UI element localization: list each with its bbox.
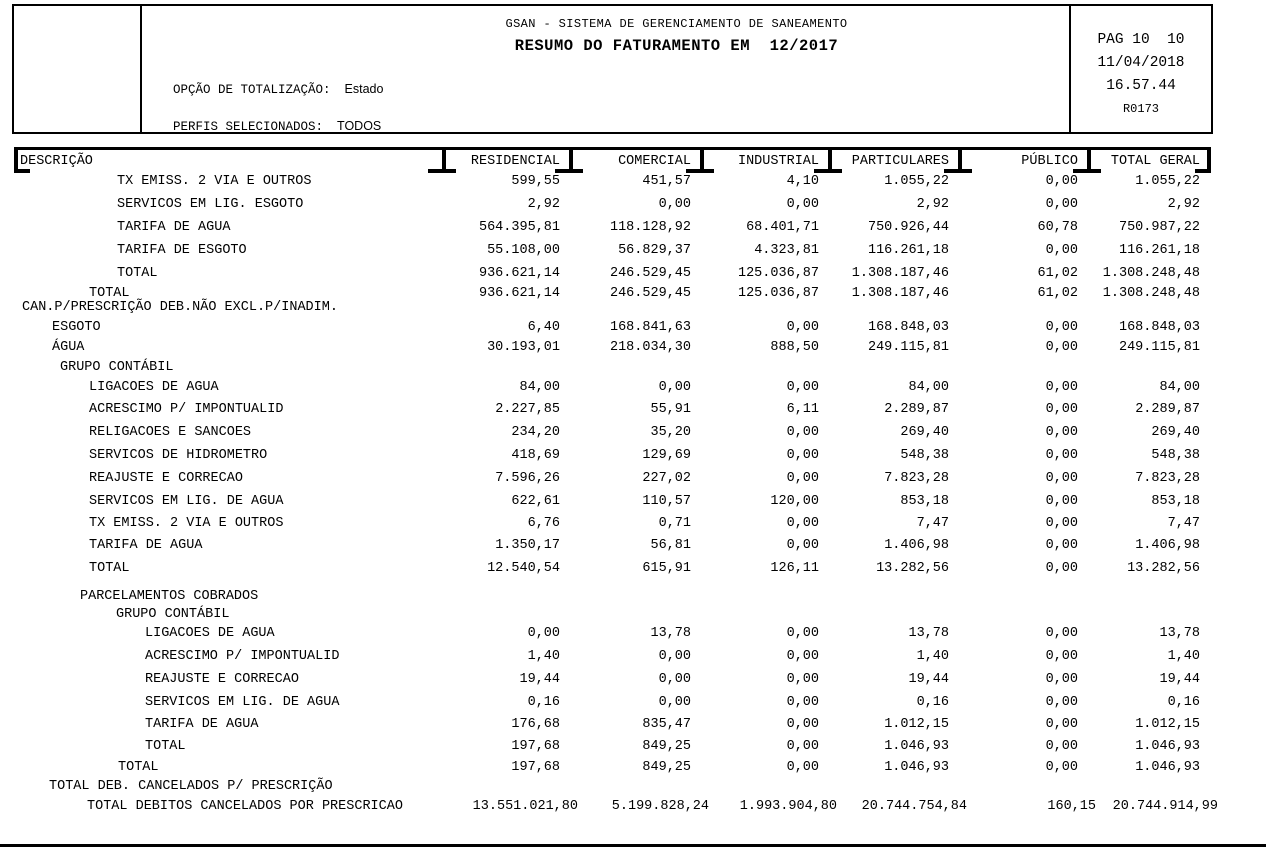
value-cell-particulares: 20.744.754,84 bbox=[861, 799, 967, 814]
value-cell-residencial: 197,68 bbox=[511, 739, 560, 754]
value-cell-industrial: 126,11 bbox=[770, 561, 819, 576]
value-cell-industrial: 0,00 bbox=[786, 197, 819, 212]
value-cell-total-geral: 1.308.248,48 bbox=[1102, 286, 1200, 301]
value-cell-publico: 61,02 bbox=[1037, 266, 1078, 281]
value-cell-particulares: 1.046,93 bbox=[884, 739, 949, 754]
value-cell-publico: 0,00 bbox=[1045, 649, 1078, 664]
value-cell-residencial: 0,16 bbox=[527, 695, 560, 710]
value-cell-industrial: 0,00 bbox=[786, 516, 819, 531]
value-cell-total-geral: 548,38 bbox=[1151, 448, 1200, 463]
value-cell-particulares: 1.308.187,46 bbox=[851, 286, 949, 301]
table-row bbox=[14, 650, 1211, 673]
row-label: RELIGACOES E SANCOES bbox=[89, 425, 252, 440]
value-cell-comercial: 227,02 bbox=[642, 471, 691, 486]
value-cell-industrial: 125.036,87 bbox=[737, 286, 819, 301]
totalization-label: OPÇÃO DE TOTALIZAÇÃO: bbox=[173, 83, 331, 97]
table-row bbox=[14, 495, 1211, 517]
row-label: TOTAL DEB. CANCELADOS P/ PRESCRIÇÃO bbox=[49, 779, 333, 794]
value-cell-industrial: 0,00 bbox=[786, 538, 819, 553]
print-date: 11/04/2018 bbox=[1097, 55, 1185, 71]
row-label: CAN.P/PRESCRIÇÃO DEB.NÃO EXCL.P/INADIM. bbox=[22, 300, 338, 315]
row-label: TARIFA DE AGUA bbox=[89, 538, 203, 553]
value-cell-publico: 0,00 bbox=[1045, 717, 1078, 732]
value-cell-publico: 0,00 bbox=[1045, 760, 1078, 775]
profiles-label: PERFIS SELECIONADOS: bbox=[173, 120, 324, 134]
value-cell-total-geral: 2.289,87 bbox=[1135, 402, 1200, 417]
value-cell-total-geral: 853,18 bbox=[1151, 494, 1200, 509]
column-header-particulares: PARTICULARES bbox=[851, 154, 949, 169]
value-cell-comercial: 168.841,63 bbox=[609, 320, 691, 335]
value-cell-particulares: 1.308.187,46 bbox=[851, 266, 949, 281]
row-label: SERVICOS EM LIG. DE AGUA bbox=[145, 695, 340, 710]
value-cell-residencial: 55.108,00 bbox=[487, 243, 560, 258]
value-cell-total-geral: 1.055,22 bbox=[1135, 174, 1200, 189]
table-row bbox=[14, 517, 1211, 539]
column-header-industrial: INDUSTRIAL bbox=[737, 154, 819, 169]
value-cell-residencial: 936.621,14 bbox=[478, 266, 560, 281]
table-row bbox=[14, 361, 1211, 381]
table-row bbox=[14, 403, 1211, 426]
column-header-comercial: COMERCIAL bbox=[618, 154, 691, 169]
value-cell-residencial: 7.596,26 bbox=[495, 471, 560, 486]
value-cell-comercial: 35,20 bbox=[650, 425, 691, 440]
value-cell-residencial: 2,92 bbox=[527, 197, 560, 212]
row-label: TX EMISS. 2 VIA E OUTROS bbox=[117, 174, 312, 189]
value-cell-publico: 0,00 bbox=[1045, 243, 1078, 258]
value-cell-particulares: 2.289,87 bbox=[884, 402, 949, 417]
value-cell-total-geral: 1,40 bbox=[1167, 649, 1200, 664]
value-cell-comercial: 110,57 bbox=[642, 494, 691, 509]
table-row bbox=[14, 244, 1211, 267]
value-cell-industrial: 4.323,81 bbox=[754, 243, 819, 258]
value-cell-residencial: 936.621,14 bbox=[478, 286, 560, 301]
value-cell-total-geral: 2,92 bbox=[1167, 197, 1200, 212]
header-title-area bbox=[142, 6, 1211, 132]
value-cell-publico: 0,00 bbox=[1045, 425, 1078, 440]
totalization-value: Estado bbox=[344, 82, 384, 96]
table-row bbox=[14, 718, 1211, 740]
row-label: TARIFA DE AGUA bbox=[145, 717, 259, 732]
value-cell-particulares: 853,18 bbox=[900, 494, 949, 509]
value-cell-total-geral: 0,16 bbox=[1167, 695, 1200, 710]
value-cell-residencial: 19,44 bbox=[519, 672, 560, 687]
value-cell-comercial: 5.199.828,24 bbox=[611, 799, 709, 814]
value-cell-total-geral: 116.261,18 bbox=[1118, 243, 1200, 258]
table-row bbox=[14, 221, 1211, 244]
row-label: TOTAL bbox=[145, 739, 186, 754]
value-cell-publico: 0,00 bbox=[1045, 197, 1078, 212]
value-cell-publico: 0,00 bbox=[1045, 561, 1078, 576]
value-cell-comercial: 451,57 bbox=[642, 174, 691, 189]
value-cell-residencial: 1.350,17 bbox=[495, 538, 560, 553]
table-row bbox=[14, 539, 1211, 562]
value-cell-total-geral: 1.308.248,48 bbox=[1102, 266, 1200, 281]
table-top-rule bbox=[14, 147, 1211, 150]
value-cell-comercial: 218.034,30 bbox=[609, 340, 691, 355]
report-code: R0173 bbox=[1122, 102, 1159, 116]
row-label: GRUPO CONTÁBIL bbox=[116, 607, 230, 622]
value-cell-particulares: 1.055,22 bbox=[884, 174, 949, 189]
value-cell-residencial: 0,00 bbox=[527, 626, 560, 641]
value-cell-residencial: 6,40 bbox=[527, 320, 560, 335]
value-cell-particulares: 7.823,28 bbox=[884, 471, 949, 486]
value-cell-total-geral: 1.046,93 bbox=[1135, 739, 1200, 754]
page-number: PAG 10 10 bbox=[1097, 32, 1185, 48]
value-cell-industrial: 0,00 bbox=[786, 448, 819, 463]
value-cell-total-geral: 20.744.914,99 bbox=[1112, 799, 1218, 814]
value-cell-particulares: 548,38 bbox=[900, 448, 949, 463]
report-title: RESUMO DO FATURAMENTO EM 12/2017 bbox=[514, 37, 839, 55]
profiles-value: TODOS bbox=[337, 119, 382, 133]
value-cell-publico: 0,00 bbox=[1045, 739, 1078, 754]
value-cell-publico: 0,00 bbox=[1045, 340, 1078, 355]
table-header-row bbox=[14, 155, 1211, 169]
value-cell-comercial: 849,25 bbox=[642, 739, 691, 754]
value-cell-residencial: 12.540,54 bbox=[487, 561, 560, 576]
row-label: ESGOTO bbox=[52, 320, 101, 335]
value-cell-particulares: 249.115,81 bbox=[867, 340, 949, 355]
value-cell-particulares: 750.926,44 bbox=[867, 220, 949, 235]
table-row bbox=[14, 321, 1211, 341]
table-row bbox=[14, 696, 1211, 718]
table-row bbox=[14, 175, 1211, 198]
value-cell-total-geral: 7.823,28 bbox=[1135, 471, 1200, 486]
row-label: TARIFA DE AGUA bbox=[117, 220, 231, 235]
row-label: REAJUSTE E CORRECAO bbox=[145, 672, 299, 687]
table-row bbox=[14, 799, 1218, 822]
value-cell-publico: 60,78 bbox=[1037, 220, 1078, 235]
value-cell-publico: 160,15 bbox=[1047, 799, 1096, 814]
value-cell-comercial: 13,78 bbox=[650, 626, 691, 641]
value-cell-industrial: 0,00 bbox=[786, 471, 819, 486]
value-cell-industrial: 888,50 bbox=[770, 340, 819, 355]
row-label: REAJUSTE E CORRECAO bbox=[89, 471, 243, 486]
value-cell-publico: 0,00 bbox=[1045, 380, 1078, 395]
logo-placeholder bbox=[14, 6, 140, 132]
value-cell-comercial: 55,91 bbox=[650, 402, 691, 417]
value-cell-total-geral: 84,00 bbox=[1159, 380, 1200, 395]
value-cell-particulares: 269,40 bbox=[900, 425, 949, 440]
value-cell-publico: 0,00 bbox=[1045, 538, 1078, 553]
value-cell-residencial: 234,20 bbox=[511, 425, 560, 440]
value-cell-total-geral: 13.282,56 bbox=[1127, 561, 1200, 576]
column-header-publico: PÚBLICO bbox=[1021, 154, 1078, 169]
table-row bbox=[14, 472, 1211, 495]
value-cell-comercial: 849,25 bbox=[642, 760, 691, 775]
value-cell-publico: 61,02 bbox=[1037, 286, 1078, 301]
value-cell-publico: 0,00 bbox=[1045, 626, 1078, 641]
row-label: PARCELAMENTOS COBRADOS bbox=[80, 589, 259, 604]
value-cell-industrial: 0,00 bbox=[786, 649, 819, 664]
value-cell-industrial: 120,00 bbox=[770, 494, 819, 509]
value-cell-residencial: 13.551.021,80 bbox=[472, 799, 578, 814]
table-row bbox=[14, 341, 1211, 361]
value-cell-comercial: 118.128,92 bbox=[609, 220, 691, 235]
value-cell-particulares: 84,00 bbox=[908, 380, 949, 395]
value-cell-publico: 0,00 bbox=[1045, 672, 1078, 687]
table-row bbox=[14, 426, 1211, 449]
value-cell-publico: 0,00 bbox=[1045, 448, 1078, 463]
value-cell-publico: 0,00 bbox=[1045, 695, 1078, 710]
value-cell-industrial: 1.993.904,80 bbox=[739, 799, 837, 814]
table-row bbox=[14, 761, 1211, 780]
value-cell-industrial: 4,10 bbox=[786, 174, 819, 189]
column-header-residencial: RESIDENCIAL bbox=[470, 154, 560, 169]
value-cell-industrial: 0,00 bbox=[786, 739, 819, 754]
value-cell-industrial: 0,00 bbox=[786, 380, 819, 395]
row-label: LIGACOES DE AGUA bbox=[89, 380, 219, 395]
value-cell-industrial: 68.401,71 bbox=[746, 220, 819, 235]
value-cell-publico: 0,00 bbox=[1045, 494, 1078, 509]
row-label: SERVICOS DE HIDROMETRO bbox=[89, 448, 268, 463]
table-row bbox=[14, 287, 1211, 301]
value-cell-total-geral: 168.848,03 bbox=[1118, 320, 1200, 335]
profiles-line bbox=[173, 119, 381, 134]
value-cell-total-geral: 1.406,98 bbox=[1135, 538, 1200, 553]
value-cell-total-geral: 1.012,15 bbox=[1135, 717, 1200, 732]
value-cell-comercial: 0,00 bbox=[658, 380, 691, 395]
value-cell-comercial: 0,00 bbox=[658, 649, 691, 664]
system-title: GSAN - SISTEMA DE GERENCIAMENTO DE SANEAMENTO bbox=[505, 17, 848, 31]
table-row bbox=[14, 301, 1211, 321]
value-cell-comercial: 246.529,45 bbox=[609, 266, 691, 281]
value-cell-particulares: 116.261,18 bbox=[867, 243, 949, 258]
value-cell-residencial: 622,61 bbox=[511, 494, 560, 509]
value-cell-industrial: 0,00 bbox=[786, 425, 819, 440]
column-header-descricao: DESCRIÇÃO bbox=[20, 154, 93, 169]
value-cell-residencial: 6,76 bbox=[527, 516, 560, 531]
value-cell-comercial: 0,00 bbox=[658, 695, 691, 710]
value-cell-particulares: 1.406,98 bbox=[884, 538, 949, 553]
table-row bbox=[14, 740, 1211, 761]
table-row bbox=[14, 608, 1211, 627]
totalization-line bbox=[173, 82, 383, 97]
value-cell-total-geral: 13,78 bbox=[1159, 626, 1200, 641]
value-cell-industrial: 6,11 bbox=[786, 402, 819, 417]
value-cell-industrial: 125.036,87 bbox=[737, 266, 819, 281]
value-cell-residencial: 599,55 bbox=[511, 174, 560, 189]
value-cell-residencial: 564.395,81 bbox=[478, 220, 560, 235]
row-label: ÁGUA bbox=[52, 340, 85, 355]
value-cell-comercial: 0,00 bbox=[658, 672, 691, 687]
row-label: SERVICOS EM LIG. DE AGUA bbox=[89, 494, 284, 509]
table-bottom-rule bbox=[0, 844, 1266, 847]
value-cell-industrial: 0,00 bbox=[786, 626, 819, 641]
value-cell-total-geral: 1.046,93 bbox=[1135, 760, 1200, 775]
table-row bbox=[14, 562, 1211, 590]
value-cell-particulares: 1,40 bbox=[916, 649, 949, 664]
table-body bbox=[14, 174, 1218, 822]
value-cell-residencial: 1,40 bbox=[527, 649, 560, 664]
value-cell-comercial: 0,00 bbox=[658, 197, 691, 212]
value-cell-total-geral: 7,47 bbox=[1167, 516, 1200, 531]
value-cell-industrial: 0,00 bbox=[786, 717, 819, 732]
row-label: TOTAL bbox=[117, 266, 158, 281]
value-cell-publico: 0,00 bbox=[1045, 402, 1078, 417]
value-cell-particulares: 13.282,56 bbox=[876, 561, 949, 576]
value-cell-residencial: 84,00 bbox=[519, 380, 560, 395]
value-cell-comercial: 56,81 bbox=[650, 538, 691, 553]
row-label: GRUPO CONTÁBIL bbox=[60, 360, 174, 375]
table-row bbox=[14, 381, 1211, 403]
value-cell-publico: 0,00 bbox=[1045, 471, 1078, 486]
report-header bbox=[12, 4, 1213, 134]
value-cell-total-geral: 750.987,22 bbox=[1118, 220, 1200, 235]
value-cell-particulares: 2,92 bbox=[916, 197, 949, 212]
row-label: TOTAL DEBITOS CANCELADOS POR PRESCRICAO bbox=[87, 799, 403, 814]
value-cell-industrial: 0,00 bbox=[786, 320, 819, 335]
value-cell-particulares: 19,44 bbox=[908, 672, 949, 687]
row-label: SERVICOS EM LIG. ESGOTO bbox=[117, 197, 304, 212]
value-cell-industrial: 0,00 bbox=[786, 672, 819, 687]
table-row bbox=[14, 673, 1211, 696]
value-cell-residencial: 2.227,85 bbox=[495, 402, 560, 417]
table-row bbox=[14, 627, 1211, 650]
table-row bbox=[14, 449, 1211, 472]
row-label: TOTAL bbox=[118, 760, 159, 775]
value-cell-residencial: 418,69 bbox=[511, 448, 560, 463]
value-cell-comercial: 246.529,45 bbox=[609, 286, 691, 301]
table-row bbox=[14, 590, 1211, 608]
value-cell-total-geral: 269,40 bbox=[1151, 425, 1200, 440]
value-cell-total-geral: 249.115,81 bbox=[1118, 340, 1200, 355]
value-cell-particulares: 1.012,15 bbox=[884, 717, 949, 732]
row-label: TOTAL bbox=[89, 561, 130, 576]
value-cell-publico: 0,00 bbox=[1045, 320, 1078, 335]
column-header-total-geral: TOTAL GERAL bbox=[1110, 154, 1200, 169]
value-cell-comercial: 0,71 bbox=[658, 516, 691, 531]
row-label: LIGACOES DE AGUA bbox=[145, 626, 275, 641]
print-time: 16.57.44 bbox=[1106, 78, 1176, 94]
value-cell-publico: 0,00 bbox=[1045, 516, 1078, 531]
row-label: TOTAL bbox=[89, 286, 130, 301]
value-cell-particulares: 168.848,03 bbox=[867, 320, 949, 335]
value-cell-particulares: 0,16 bbox=[916, 695, 949, 710]
billing-summary-table bbox=[14, 147, 1218, 814]
value-cell-residencial: 30.193,01 bbox=[487, 340, 560, 355]
value-cell-residencial: 176,68 bbox=[511, 717, 560, 732]
table-row bbox=[14, 780, 1211, 800]
value-cell-particulares: 1.046,93 bbox=[884, 760, 949, 775]
row-label: TARIFA DE ESGOTO bbox=[117, 243, 247, 258]
row-label: TX EMISS. 2 VIA E OUTROS bbox=[89, 516, 284, 531]
value-cell-publico: 0,00 bbox=[1045, 174, 1078, 189]
value-cell-comercial: 129,69 bbox=[642, 448, 691, 463]
value-cell-residencial: 197,68 bbox=[511, 760, 560, 775]
value-cell-industrial: 0,00 bbox=[786, 760, 819, 775]
value-cell-total-geral: 19,44 bbox=[1159, 672, 1200, 687]
value-cell-comercial: 615,91 bbox=[642, 561, 691, 576]
page-info-box bbox=[1071, 6, 1211, 132]
table-row bbox=[14, 267, 1211, 287]
row-label: ACRESCIMO P/ IMPONTUALID bbox=[89, 402, 284, 417]
value-cell-comercial: 56.829,37 bbox=[618, 243, 691, 258]
table-row bbox=[14, 198, 1211, 221]
value-cell-comercial: 835,47 bbox=[642, 717, 691, 732]
row-label: ACRESCIMO P/ IMPONTUALID bbox=[145, 649, 340, 664]
value-cell-particulares: 7,47 bbox=[916, 516, 949, 531]
value-cell-particulares: 13,78 bbox=[908, 626, 949, 641]
value-cell-industrial: 0,00 bbox=[786, 695, 819, 710]
